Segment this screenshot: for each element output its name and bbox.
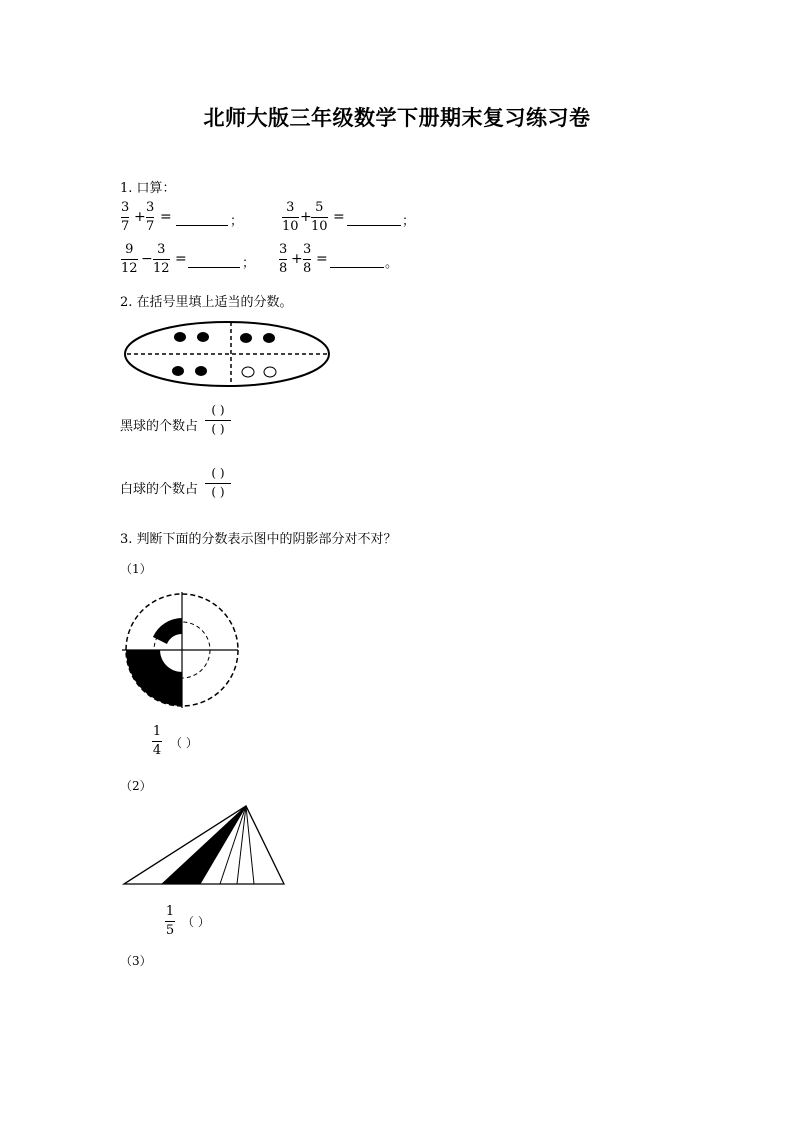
equals-sign: = [175, 251, 187, 267]
numerator: 5 [315, 200, 324, 215]
numerator-blank: ( ) [211, 466, 225, 480]
numerator: 3 [279, 242, 288, 257]
triangle-figure [122, 804, 290, 888]
fraction [165, 904, 175, 938]
numerator: 3 [303, 242, 312, 257]
judgement-blank[interactable]: （ ） [182, 915, 210, 929]
answer-blank[interactable] [176, 225, 228, 226]
fraction-bar [279, 259, 287, 260]
numerator: 3 [286, 200, 295, 215]
fraction-bar [153, 259, 170, 260]
fraction-bar [121, 259, 138, 260]
sector-line [246, 806, 254, 884]
judgement-blank[interactable]: （ ） [170, 736, 198, 750]
denominator: 12 [153, 261, 170, 276]
part-label: （1） [120, 562, 152, 576]
denominator: 7 [146, 219, 155, 234]
fraction [146, 200, 154, 234]
black-ball [263, 333, 275, 343]
operator: + [134, 209, 146, 225]
equals-sign: = [160, 209, 172, 225]
denominator-blank: ( ) [211, 485, 225, 499]
denominator: 8 [303, 261, 312, 276]
denominator-blank: ( ) [211, 422, 225, 436]
black-ball [174, 332, 186, 342]
shaded-region [126, 650, 182, 706]
fraction-bar [146, 217, 154, 218]
black-ball [240, 333, 252, 343]
fraction-bar [165, 921, 175, 922]
answer-blank[interactable] [188, 267, 240, 268]
black-ball [197, 332, 209, 342]
fraction [279, 242, 287, 276]
numerator: 9 [125, 242, 134, 257]
q2-label: 2. 在括号里填上适当的分数。 [120, 295, 293, 310]
answer-blank[interactable] [347, 225, 401, 226]
numerator: 3 [146, 200, 155, 215]
numerator: 1 [165, 904, 175, 919]
equals-sign: = [316, 251, 328, 267]
fraction-bar [121, 217, 129, 218]
denominator: 10 [311, 219, 328, 234]
punctuation: 。 [385, 256, 399, 271]
numerator-blank: ( ) [211, 403, 225, 417]
operator: + [291, 251, 303, 267]
fraction-bar [205, 483, 231, 484]
fraction [311, 200, 328, 234]
ring-figure [120, 592, 244, 716]
black-ball [195, 366, 207, 376]
denominator: 7 [121, 219, 130, 234]
white-ball-question: 白球的个数占 [120, 482, 199, 497]
fraction-bar [303, 259, 311, 260]
fraction-bar [205, 420, 231, 421]
ball-oval-figure [118, 316, 336, 398]
black-ball-question: 黑球的个数占 [120, 419, 199, 434]
denominator: 10 [282, 219, 299, 234]
equals-sign: = [333, 209, 345, 225]
denominator: 4 [152, 743, 162, 758]
white-ball [264, 367, 276, 377]
answer-fraction[interactable] [205, 466, 231, 500]
numerator: 3 [157, 242, 166, 257]
white-ball [242, 367, 254, 377]
page-title: 北师大版三年级数学下册期末复习练习卷 [203, 105, 591, 130]
answer-fraction[interactable] [205, 403, 231, 437]
fraction [121, 242, 138, 276]
q1-label: 1. 口算： [120, 181, 176, 196]
denominator: 5 [165, 923, 175, 938]
denominator: 8 [279, 261, 288, 276]
punctuation: ； [242, 256, 256, 271]
fraction [303, 242, 311, 276]
q3-label: 3. 判断下面的分数表示图中的阴影部分对不对？ [120, 532, 397, 547]
operator: − [141, 251, 153, 267]
fraction [282, 200, 299, 234]
fraction-bar [152, 741, 162, 742]
punctuation: ； [230, 214, 244, 229]
punctuation: ； [402, 214, 416, 229]
fraction-bar [282, 217, 299, 218]
fraction [121, 200, 129, 234]
fraction [152, 724, 162, 758]
operator: + [300, 209, 312, 225]
fraction-bar [311, 217, 328, 218]
part-label: （3） [120, 954, 152, 968]
answer-blank[interactable] [330, 267, 384, 268]
black-ball [172, 366, 184, 376]
part-label: （2） [120, 779, 152, 793]
numerator: 1 [152, 724, 162, 739]
denominator: 12 [121, 261, 138, 276]
fraction [153, 242, 170, 276]
numerator: 3 [121, 200, 130, 215]
